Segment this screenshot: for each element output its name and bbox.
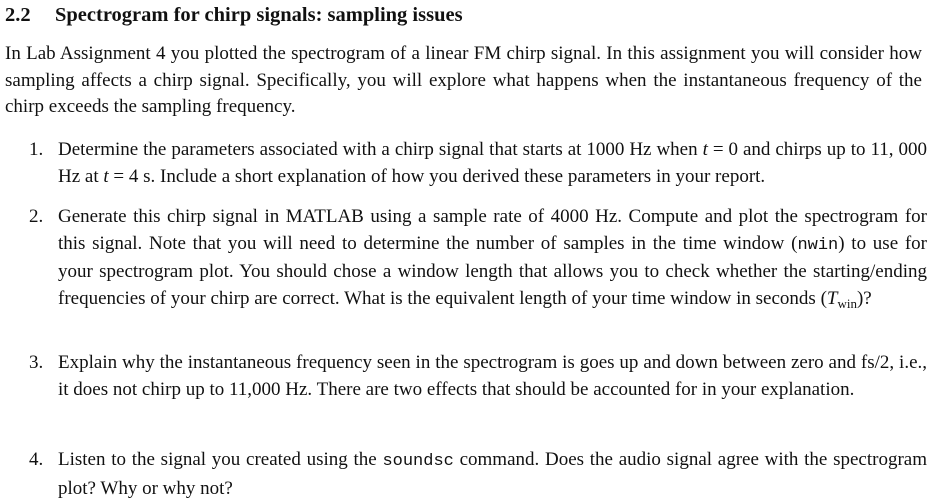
question-number: 1. [29, 139, 44, 160]
t-win-subscript: win [837, 295, 857, 311]
section-number: 2.2 [5, 4, 31, 26]
question-number: 3. [29, 352, 44, 373]
question-text: Explain why the instantaneous frequency seen in the spectrogram is goes up and down between zero and fs/2, i.e., it does not chirp up to 11,000 Hz. There are two effects that should be accounted for in your explanation. [58, 352, 927, 400]
question-number: 2. [29, 206, 44, 227]
question-text: Listen to the signal you created using the soundsc command. Does the audio signal agree with the spectrogram plot? Why or why not? [58, 449, 927, 499]
question-item-1 [29, 137, 927, 190]
question-item-2 [29, 204, 927, 317]
code-nwin: nwin [797, 235, 839, 255]
section-heading [5, 2, 463, 28]
question-text: Determine the parameters associated with a chirp signal that starts at 1000 Hz when t = 0 and chirps up to 11, 000 Hz at t = 4 s. Include a short explanation of how you derived these parameters in your report. [58, 139, 927, 187]
question-text: Generate this chirp signal in MATLAB using a sample rate of 4000 Hz. Compute and plot the spectrogram for this signal. Note that you will need to determine the number of samples in the time window (nwin) to use for your spectrogram plot. You should chose a window length that allows you to check whether the starting/ending frequencies of your chirp are correct. What is the equivalent length of your time window in seconds $(T_{win})$? [58, 206, 927, 311]
t-win-symbol: T [826, 287, 838, 309]
intro-paragraph: In Lab Assignment 4 you plotted the spectrogram of a linear FM chirp signal. In this assignment you will consider how sampling affects a chirp signal. Specifically, you will explore what happens when the instantaneous frequency of the chirp exceeds the sampling frequency. [5, 43, 922, 117]
question-item-3 [29, 350, 927, 403]
question-number: 4. [29, 449, 44, 470]
code-soundsc: soundsc [382, 452, 454, 471]
question-item-4 [29, 447, 927, 502]
section-title: Spectrogram for chirp signals: sampling issues [55, 4, 463, 26]
